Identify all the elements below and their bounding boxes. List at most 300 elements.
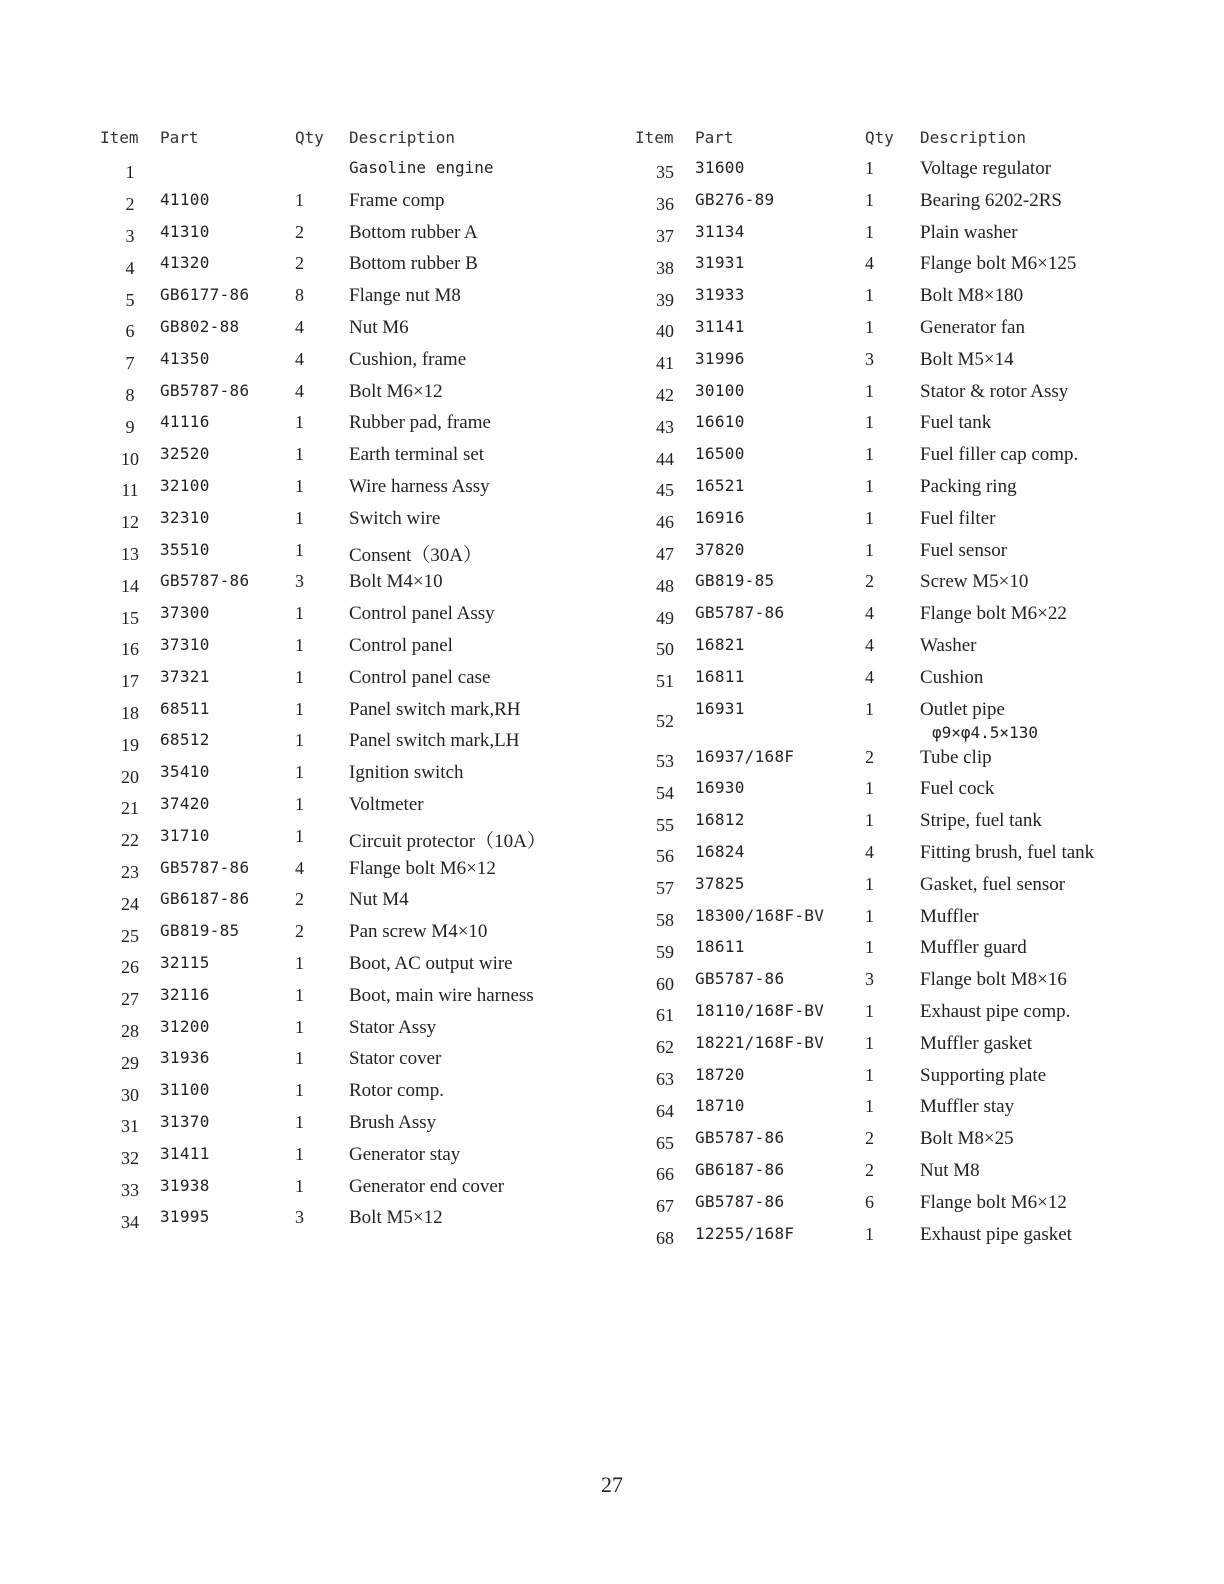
description [920, 935, 1150, 967]
quantity: 6 [865, 1191, 874, 1212]
description [920, 474, 1150, 506]
table-row [100, 665, 609, 697]
description-text: Gasket, fuel sensor [920, 873, 1066, 895]
table-row [100, 1174, 609, 1206]
item-number: 38 [656, 257, 674, 278]
quantity: 2 [865, 1128, 874, 1149]
item-number: 24 [121, 893, 139, 914]
part-number: 31370 [160, 1111, 210, 1131]
table-row [635, 569, 1150, 601]
item-number: 67 [656, 1196, 674, 1217]
table-row [635, 474, 1150, 506]
description-text: Fitting brush, fuel tank [920, 841, 1095, 863]
item-number: 23 [121, 861, 139, 882]
item-number: 29 [121, 1052, 139, 1073]
description [920, 188, 1150, 220]
part-number: GB5787-86 [160, 571, 250, 591]
description-text: Wire harness Assy [349, 475, 490, 497]
table-row [635, 601, 1150, 633]
table-row [635, 220, 1150, 252]
description-text: Stripe, fuel tank [920, 810, 1042, 832]
table-row [635, 808, 1150, 840]
item-number: 60 [656, 973, 674, 994]
description [920, 315, 1150, 347]
description-text: Rotor comp. [349, 1080, 444, 1102]
quantity: 2 [865, 746, 874, 767]
quantity: 2 [295, 221, 304, 242]
part-number: 16931 [695, 698, 745, 718]
table-row [635, 904, 1150, 936]
description [349, 474, 609, 506]
description [920, 1190, 1150, 1222]
item-number: 40 [656, 321, 674, 342]
quantity: 1 [295, 444, 304, 465]
table-row [100, 1110, 609, 1142]
table-row [635, 1158, 1150, 1190]
description [349, 1142, 609, 1174]
part-number: 32310 [160, 507, 210, 527]
item-number: 12 [121, 512, 139, 533]
description-text: Bottom rubber A [349, 221, 478, 243]
item-number: 31 [121, 1116, 139, 1137]
description [349, 1078, 609, 1110]
part-number: 41350 [160, 348, 210, 368]
item-number: 39 [656, 289, 674, 310]
header-description: Description [920, 128, 1026, 147]
part-number: 31938 [160, 1175, 210, 1195]
table-row [100, 188, 609, 220]
item-number: 63 [656, 1068, 674, 1089]
quantity: 1 [295, 825, 304, 846]
part-number [160, 156, 295, 188]
item-number: 22 [121, 830, 139, 851]
description-text: Nut M8 [920, 1159, 980, 1181]
description-text: Flange bolt M6×12 [920, 1191, 1067, 1213]
table-row [635, 967, 1150, 999]
table-row [100, 983, 609, 1015]
part-number: GB6187-86 [160, 889, 250, 909]
table-row [635, 379, 1150, 411]
part-number: 31936 [160, 1048, 210, 1068]
description-text: Flange bolt M6×125 [920, 253, 1077, 275]
header-part: Part [695, 128, 734, 147]
description [920, 1031, 1150, 1063]
table-row [100, 1078, 609, 1110]
part-number: 16610 [695, 412, 745, 432]
quantity: 3 [865, 348, 874, 369]
quantity: 1 [865, 475, 874, 496]
quantity: 2 [295, 889, 304, 910]
item-number: 68 [656, 1227, 674, 1248]
part-number: 16916 [695, 507, 745, 527]
item-number: 25 [121, 925, 139, 946]
part-number: 18110/168F-BV [695, 1000, 825, 1020]
part-number: 16521 [695, 475, 745, 495]
item-number: 33 [121, 1179, 139, 1200]
description-text: Fuel filter [920, 507, 996, 529]
quantity: 1 [865, 380, 874, 401]
description-text: Gasoline engine [349, 158, 494, 177]
quantity: 1 [865, 1000, 874, 1021]
description [349, 951, 609, 983]
description [920, 697, 1150, 745]
part-number: 37420 [160, 793, 210, 813]
description [349, 315, 609, 347]
table-row [100, 220, 609, 252]
item-number: 13 [121, 543, 139, 564]
description [920, 569, 1150, 601]
item-number: 9 [125, 416, 135, 437]
description [349, 697, 609, 729]
item-number: 10 [121, 448, 139, 469]
description [920, 538, 1150, 570]
table-row [100, 569, 609, 601]
description-text: Muffler guard [920, 937, 1027, 959]
item-number: 7 [125, 353, 135, 374]
description-text: Voltage regulator [920, 158, 1052, 179]
description [920, 872, 1150, 904]
quantity: 1 [865, 698, 874, 719]
description-text: Tube clip [920, 746, 992, 768]
item-number: 20 [121, 766, 139, 787]
description [349, 665, 609, 697]
description [349, 728, 609, 760]
part-number: 16930 [695, 778, 745, 798]
part-number: 37825 [695, 873, 745, 893]
item-number: 1 [125, 162, 135, 183]
table-row [100, 824, 609, 856]
description-text: Flange nut M8 [349, 285, 461, 307]
quantity: 1 [295, 1016, 304, 1037]
part-number: 32100 [160, 475, 210, 495]
table-row [100, 347, 609, 379]
description [920, 283, 1150, 315]
description-text: Fuel sensor [920, 539, 1008, 561]
description [349, 1110, 609, 1142]
quantity: 1 [865, 1223, 874, 1244]
description [349, 856, 609, 888]
description-text: Cushion, frame [349, 348, 467, 370]
quantity: 1 [865, 539, 874, 560]
description [349, 251, 609, 283]
quantity: 4 [865, 634, 874, 655]
description [920, 840, 1150, 872]
quantity: 1 [295, 1080, 304, 1101]
description-text: Outlet pipe [920, 698, 1005, 720]
item-number: 46 [656, 512, 674, 533]
description [349, 824, 609, 856]
part-number: 41100 [160, 189, 210, 209]
description [349, 442, 609, 474]
quantity: 2 [295, 253, 304, 274]
description [349, 220, 609, 252]
description-text: Generator stay [349, 1143, 461, 1165]
part-number: 35410 [160, 762, 210, 782]
description-text: Control panel case [349, 666, 491, 688]
table-row [100, 633, 609, 665]
quantity: 1 [295, 698, 304, 719]
part-number: 68512 [160, 730, 210, 750]
description [920, 1126, 1150, 1158]
header-item: Item [635, 128, 674, 147]
item-number: 26 [121, 957, 139, 978]
part-number: 18221/168F-BV [695, 1032, 825, 1052]
description-text: Switch wire [349, 507, 441, 529]
description [349, 538, 609, 570]
item-number: 16 [121, 639, 139, 660]
table-row [100, 315, 609, 347]
description-text: Washer [920, 634, 977, 656]
part-number: 18710 [695, 1096, 745, 1116]
item-number: 19 [121, 734, 139, 755]
table-row [100, 506, 609, 538]
quantity: 1 [295, 507, 304, 528]
item-number: 48 [656, 575, 674, 596]
table-header-row [100, 124, 609, 156]
description-text: Circuit protector（10A） [349, 830, 546, 852]
description-text: Flange bolt M6×12 [349, 857, 496, 879]
item-number: 62 [656, 1037, 674, 1058]
description [349, 569, 609, 601]
part-number: 37310 [160, 634, 210, 654]
table-row [635, 697, 1150, 745]
table-row [635, 442, 1150, 474]
item-number: 3 [125, 225, 135, 246]
quantity: 1 [865, 905, 874, 926]
item-number: 55 [656, 814, 674, 835]
part-number: 32116 [160, 984, 210, 1004]
table-row [100, 379, 609, 411]
description [349, 1174, 609, 1206]
item-number: 45 [656, 480, 674, 501]
item-number: 27 [121, 989, 139, 1010]
item-number: 56 [656, 846, 674, 867]
table-row [635, 1094, 1150, 1126]
description-text: Earth terminal set [349, 444, 485, 466]
table-row [100, 1205, 609, 1237]
description-text: Supporting plate [920, 1064, 1047, 1086]
table-row [100, 919, 609, 951]
description-text: Flange bolt M6×22 [920, 603, 1067, 625]
part-number: 31600 [695, 158, 745, 177]
part-number: GB5787-86 [695, 1128, 785, 1148]
quantity: 4 [295, 348, 304, 369]
description-text: Bolt M6×12 [349, 380, 443, 402]
part-number: GB5787-86 [695, 969, 785, 989]
item-number: 44 [656, 448, 674, 469]
part-number: 32520 [160, 444, 210, 464]
description-text: Cushion [920, 666, 984, 688]
item-number: 35 [656, 162, 674, 183]
description [349, 887, 609, 919]
part-number: 16821 [695, 634, 745, 654]
table-row [635, 776, 1150, 808]
description-text: Control panel Assy [349, 603, 495, 625]
description [349, 188, 609, 220]
description-text: Control panel [349, 634, 453, 656]
quantity: 1 [295, 730, 304, 751]
table-row [100, 856, 609, 888]
page-number: 27 [601, 1472, 623, 1497]
description-text: Frame comp [349, 189, 445, 211]
table-row [635, 633, 1150, 665]
description-text: Nut M6 [349, 316, 409, 338]
item-number: 58 [656, 909, 674, 930]
item-number: 61 [656, 1005, 674, 1026]
description [920, 904, 1150, 936]
description-text: Stator cover [349, 1048, 442, 1070]
part-number: 37321 [160, 666, 210, 686]
table-row [100, 442, 609, 474]
header-description: Description [349, 128, 455, 147]
table-row [100, 792, 609, 824]
description [349, 919, 609, 951]
item-number: 11 [121, 480, 139, 501]
description [920, 410, 1150, 442]
description [920, 665, 1150, 697]
table-row [100, 538, 609, 570]
item-number: 15 [121, 607, 139, 628]
parts-table-right [635, 124, 1150, 1253]
table-row [635, 1126, 1150, 1158]
item-number: 51 [656, 671, 674, 692]
description [349, 347, 609, 379]
description [920, 967, 1150, 999]
quantity: 1 [295, 666, 304, 687]
description [920, 347, 1150, 379]
item-number: 47 [656, 543, 674, 564]
item-number: 4 [125, 257, 135, 278]
description-text: Rubber pad, frame [349, 412, 491, 434]
item-number: 49 [656, 607, 674, 628]
description-text: Consent（30A） [349, 544, 483, 566]
table-row [100, 251, 609, 283]
item-number: 17 [121, 671, 139, 692]
quantity: 1 [865, 189, 874, 210]
table-row [635, 1031, 1150, 1063]
description [920, 1094, 1150, 1126]
quantity: 4 [865, 666, 874, 687]
part-number: GB819-85 [695, 571, 775, 591]
description [920, 776, 1150, 808]
item-number: 18 [121, 702, 139, 723]
description [349, 601, 609, 633]
description-dimensions: φ9×φ4.5×130 [932, 722, 1038, 742]
description [920, 442, 1150, 474]
description-text: Bolt M5×14 [920, 348, 1014, 370]
description [349, 506, 609, 538]
part-number: 37820 [695, 539, 745, 559]
part-number: 16824 [695, 841, 745, 861]
part-number: GB5787-86 [160, 857, 250, 877]
item-number: 54 [656, 782, 674, 803]
item-number: 36 [656, 194, 674, 215]
description-text: Fuel tank [920, 412, 992, 434]
quantity: 1 [865, 1032, 874, 1053]
description [920, 808, 1150, 840]
header-qty: Qty [295, 128, 324, 147]
item-number: 32 [121, 1148, 139, 1169]
item-number: 65 [656, 1132, 674, 1153]
description-text: Generator end cover [349, 1175, 505, 1197]
part-number: 31710 [160, 825, 210, 845]
part-number: 12255/168F [695, 1223, 795, 1243]
quantity: 4 [865, 841, 874, 862]
description [920, 251, 1150, 283]
item-number: 30 [121, 1084, 139, 1105]
part-number: 30100 [695, 380, 745, 400]
header-part: Part [160, 128, 199, 147]
table-row [100, 156, 609, 188]
description-text: Brush Assy [349, 1111, 437, 1133]
table-row [100, 601, 609, 633]
part-number: 35510 [160, 539, 210, 559]
part-number: 37300 [160, 603, 210, 623]
description-text: Nut M4 [349, 889, 409, 911]
table-header-row [635, 124, 1150, 156]
table-row [100, 1015, 609, 1047]
table-row [635, 1190, 1150, 1222]
quantity: 1 [295, 793, 304, 814]
item-number: 42 [656, 384, 674, 405]
part-number: 16812 [695, 810, 745, 830]
quantity: 4 [865, 603, 874, 624]
quantity: 1 [865, 507, 874, 528]
quantity: 1 [295, 189, 304, 210]
quantity: 4 [295, 316, 304, 337]
description-text: Fuel filler cap comp. [920, 444, 1079, 466]
description-text: Bottom rubber B [349, 253, 478, 275]
description-text: Bearing 6202-2RS [920, 189, 1062, 211]
quantity: 1 [865, 221, 874, 242]
description [349, 633, 609, 665]
table-row [100, 474, 609, 506]
description [920, 506, 1150, 538]
quantity: 1 [865, 316, 874, 337]
quantity: 3 [865, 969, 874, 990]
item-number: 66 [656, 1164, 674, 1185]
item-number: 5 [125, 289, 135, 310]
quantity: 1 [295, 952, 304, 973]
part-number: GB5787-86 [160, 380, 250, 400]
description-text: Bolt M5×12 [349, 1207, 443, 1229]
quantity: 4 [295, 380, 304, 401]
quantity: 1 [295, 1143, 304, 1164]
table-row [100, 697, 609, 729]
description [349, 1046, 609, 1078]
table-row [635, 840, 1150, 872]
item-number: 21 [121, 798, 139, 819]
description-text: Muffler gasket [920, 1032, 1033, 1054]
part-number: 31141 [695, 316, 745, 336]
table-row [635, 506, 1150, 538]
quantity: 1 [865, 158, 874, 178]
part-number: 16937/168F [695, 746, 795, 766]
description-text: Flange bolt M8×16 [920, 969, 1067, 991]
description [920, 1063, 1150, 1095]
quantity: 8 [295, 285, 304, 306]
part-number: GB5787-86 [695, 603, 785, 623]
table-row [635, 283, 1150, 315]
quantity: 3 [295, 571, 304, 592]
part-number: 32115 [160, 952, 210, 972]
part-number: 31995 [160, 1207, 210, 1227]
quantity: 1 [295, 1175, 304, 1196]
table-row [635, 1063, 1150, 1095]
part-number: 68511 [160, 698, 210, 718]
description [920, 999, 1150, 1031]
part-number: 41320 [160, 253, 210, 273]
